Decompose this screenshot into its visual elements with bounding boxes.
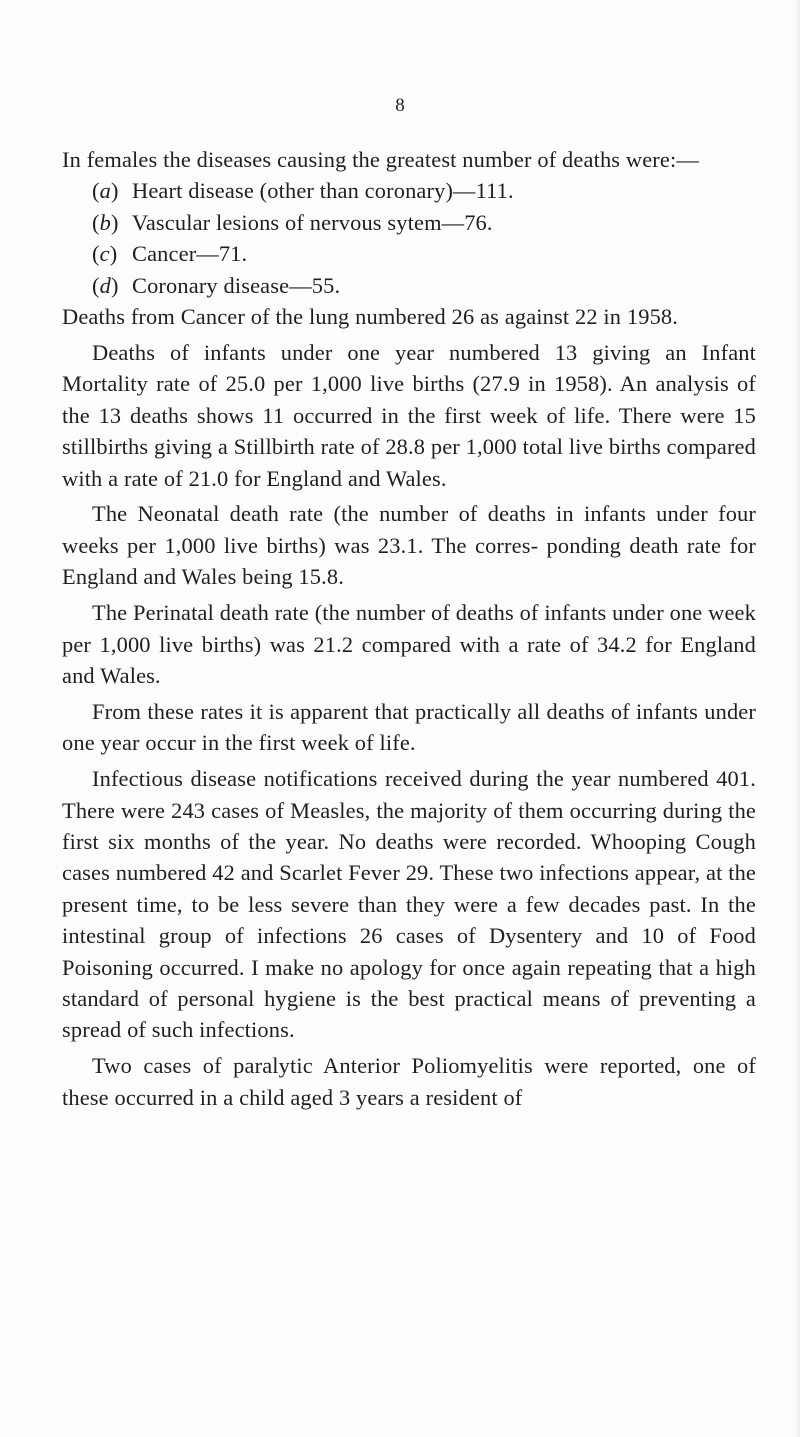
lung-cancer-paragraph: Deaths from Cancer of the lung numbered 26 as against 22 in 1958. <box>62 304 679 330</box>
female-death-causes-list <box>62 175 756 301</box>
report-body <box>62 144 756 1113</box>
perinatal-rate-paragraph: The Perinatal death rate (the number of deaths of infants under one week per 1,000 live births) was 21.2 compared with a rate of 34.2 for England and Wales. <box>62 600 756 688</box>
list-item <box>62 238 756 269</box>
neonatal-rate-paragraph: The Neonatal death rate (the number of deaths in infants under four weeks per 1,000 live births) was 23.1. The corres- ponding death rate for England and Wales being 15.8. <box>62 501 756 590</box>
list-item-marker: (c) <box>92 241 118 267</box>
list-item-text: Coronary disease—55. <box>132 272 341 298</box>
first-week-paragraph: From these rates it is apparent that practically all deaths of infants under one year occur in the first week of life. <box>62 698 756 756</box>
list-item-text: Vascular lesions of nervous sytem—76. <box>132 209 493 235</box>
infectious-disease-paragraph: Infectious disease notifications received during the year numbered 401. There were 243 cases of Measles, the majority of them occurring during the first six months of the year. No deaths were recorded. Whooping Cough cases numbered 42 and Scarlet Fever 29. These two infections appear, at the present time, to be less severe than they were a few decades past. In the intestinal group of infections 26 cases of Dysentery and 10 of Food Poisoning occurred. I make no apology for once again repeating that a high standard of personal hygiene is the best practical means of preventing a spread of such infections. <box>62 766 756 1043</box>
page-number: 8 <box>395 95 405 116</box>
list-item <box>62 175 756 206</box>
intro-paragraph: In females the diseases causing the greatest number of deaths were:— <box>62 147 699 172</box>
list-item <box>62 270 756 301</box>
list-item <box>62 207 756 238</box>
list-item-marker: (a) <box>92 178 119 204</box>
page-edge-shadow <box>794 0 800 1437</box>
list-item-marker: (d) <box>92 272 119 298</box>
list-item-text: Cancer—71. <box>132 241 248 267</box>
list-item-text: Heart disease (other than coronary)—111. <box>132 178 514 204</box>
poliomyelitis-paragraph: Two cases of paralytic Anterior Poliomyelitis were reported, one of these occurred in a child aged 3 years a resident of <box>62 1053 756 1110</box>
list-item-marker: (b) <box>92 209 119 235</box>
infant-mortality-paragraph: Deaths of infants under one year numbered 13 giving an Infant Mortality rate of 25.0 per 1,000 live births (27.9 in 1958). An analysis of the 13 deaths shows 11 occurred in the first week of life. There were 15 stillbirths giving a Stillbirth rate of 28.8 per 1,000 total live births compared with a rate of 21.0 for England and Wales. <box>62 339 756 491</box>
